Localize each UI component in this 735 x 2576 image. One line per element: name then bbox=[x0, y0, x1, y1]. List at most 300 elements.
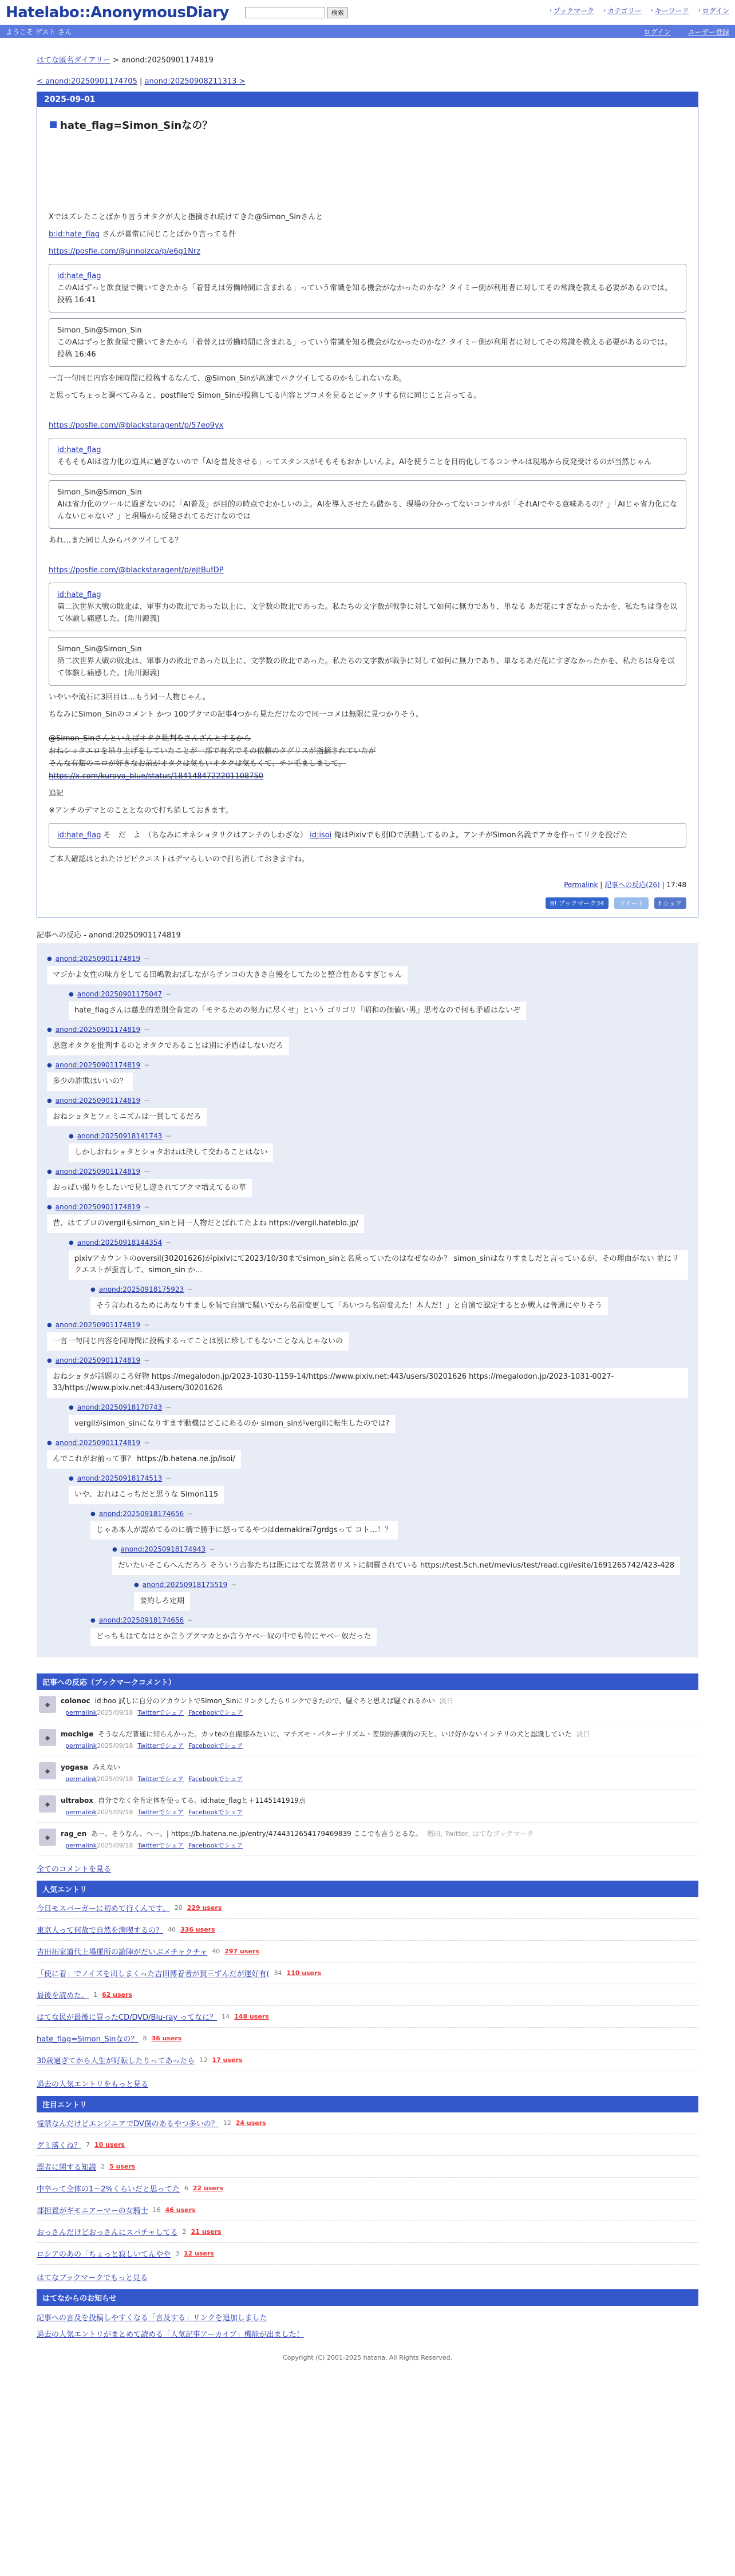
reaction-item bbox=[90, 1616, 688, 1648]
collapse-icon[interactable]: − bbox=[231, 1581, 237, 1589]
prev-entry-link[interactable]: < anond:20250901174705 bbox=[37, 77, 137, 86]
collapse-icon[interactable]: − bbox=[144, 1203, 150, 1211]
reaction-text: 多少の詐欺はいいの？ bbox=[47, 1073, 133, 1091]
reaction-link[interactable]: anond:20250901174819 bbox=[55, 1097, 141, 1105]
reaction-item bbox=[69, 1474, 688, 1506]
entry-item bbox=[37, 2178, 698, 2199]
nav-login[interactable]: › ログイン bbox=[698, 7, 729, 15]
entry-link[interactable]: hate_flag=Simon_Sinなの？ bbox=[37, 2035, 139, 2044]
entry-link[interactable]: 最後を読めた。 bbox=[37, 1992, 89, 2000]
paragraph: ご本人確認はとれたけどピクエストはデマらしいので打ち消しておきますね。 bbox=[49, 855, 309, 864]
quote-box: id:hate_flag そもそもAIは省力化の道具に過ぎないので「AIを普及させる」ってスタンスがそもそもおかしいんよ。AIを使うことを目的化してるコンサルは現場から反発受けるのが当然じゃん bbox=[49, 438, 686, 474]
comment-count: 2 bbox=[101, 2163, 105, 2170]
comment-count: 34 bbox=[274, 1969, 282, 1977]
paragraph: 一言一句同じ内容を同時間に投稿するなんて、@Simon_Sinが高速でパクツイしてるのかもしれないなあ。 bbox=[49, 374, 406, 383]
bookmark-content bbox=[61, 1762, 243, 1783]
reaction-link[interactable]: anond:20250918141743 bbox=[77, 1132, 163, 1140]
avatar[interactable]: ◆ bbox=[39, 1696, 56, 1713]
arrow-icon: › bbox=[650, 7, 653, 14]
square-icon bbox=[50, 121, 57, 128]
bullet-icon: ● bbox=[134, 1581, 139, 1588]
bullet-icon: ● bbox=[47, 1357, 52, 1364]
notice-title: はてなからのお知らせ bbox=[37, 2289, 698, 2306]
bookmark-users[interactable]: 229 users bbox=[187, 1904, 222, 1912]
collapse-icon[interactable]: − bbox=[144, 1439, 150, 1447]
reaction-text: おっぱい撮りをしたいで見し遊されてブクマ増えてるの草 bbox=[47, 1179, 252, 1197]
collapse-icon[interactable]: − bbox=[187, 1616, 193, 1624]
reaction-head bbox=[47, 1061, 688, 1069]
entry-link[interactable]: 漂者に関する知識 bbox=[37, 2163, 97, 2172]
popular-title: 人気エントリ bbox=[37, 1881, 698, 1897]
reaction-text: おねショタが話題のころ好物 https://megalodon.jp/2023-1030-1159-14/https://www.pixiv.net:443/users/30201626 https://megalodon.jp/2023-1031-0027-33/https://www.pixiv.net:443/users/30201626 bbox=[47, 1368, 688, 1398]
paragraph: あれ…また同じ人からパクツイしてる？ bbox=[49, 536, 183, 545]
entry-item bbox=[37, 1962, 698, 1984]
bookmark-permalink[interactable]: permalink bbox=[65, 1809, 97, 1816]
reaction-item bbox=[69, 1132, 688, 1164]
reaction-item bbox=[90, 1510, 688, 1542]
pager: < anond:20250901174705 | anond:20250908211313 > bbox=[37, 77, 246, 86]
quote-box: id:hate_flag 第二次世界大戦の敗北は、軍事力の敗北であった以上に、文学数の敗北であった。私たちの文字数が戦争に対して如何に無力であり、単なる あだ花にすぎなかったかを、私たちは身を以て体験し痛感した。(角川源義) bbox=[49, 583, 686, 631]
entry-item bbox=[37, 1919, 698, 1941]
reaction-text: んでこれがお前って事？ https://b.hatena.ne.jp/isoi/ bbox=[47, 1450, 241, 1469]
login-link[interactable]: ログイン bbox=[643, 28, 671, 36]
site-header bbox=[0, 0, 735, 25]
bookmark-meta bbox=[61, 1708, 453, 1717]
collapse-icon[interactable]: − bbox=[187, 1510, 193, 1518]
entry-link[interactable]: はてな民が最後に買ったCD/DVD/Blu-ray ってなに？ bbox=[37, 2013, 218, 2022]
reaction-item bbox=[47, 955, 688, 987]
bookmark-facebook-share[interactable]: Facebookでシェア bbox=[188, 1775, 243, 1783]
collapse-icon[interactable]: − bbox=[165, 990, 172, 998]
reaction-head bbox=[134, 1581, 688, 1589]
reaction-text: だいたいそこらへんだろう そういう古参たちは既にはてな異常者リストに網羅されている https://test.5ch.net/mevius/test/read.cgi/esite/1691265742/423-428 bbox=[112, 1557, 680, 1575]
bookmark-user[interactable]: mochige bbox=[61, 1730, 94, 1738]
reaction-text: 一言一句同じ内容を同時間に投稿するってことは別に珍してもないことなんじゃないの bbox=[47, 1332, 349, 1351]
popular-list bbox=[37, 1897, 698, 2071]
paragraph: いやいや流石に3回目は…もう同一人物じゃん。 bbox=[49, 693, 211, 702]
reaction-item bbox=[112, 1545, 688, 1577]
breadcrumb-home[interactable]: はてな匿名ダイアリー bbox=[37, 56, 110, 65]
reaction-item bbox=[90, 1285, 688, 1317]
bookmark-text: そうなんだ普通に知らんかった。カッteの自撮膝みたいに、マチズモ・パターナリズム・差別的善別的の天と。いけ好かないインテリの犬と認識していた bbox=[98, 1730, 572, 1738]
paragraph: Xではズレたことばかり言うオタクが大と指摘され続けてきた@Simon_Sinさんと bbox=[49, 213, 323, 221]
bullet-icon: ● bbox=[47, 1204, 52, 1210]
bookmark-users[interactable]: 21 users bbox=[191, 2228, 222, 2235]
reaction-text: pixivアカウントのoversil(30201626)がpixivにて2023/10/30までsimon_sinと名乗っていたのはなぜなのか？ simon_sinはなりすましだと言っているが、その理由がない 並にリクエストが蛮言して、simon_sin か... bbox=[69, 1250, 688, 1280]
arrow-icon: › bbox=[603, 7, 606, 14]
entry-item bbox=[37, 1897, 698, 1919]
reaction-head bbox=[69, 1474, 688, 1482]
reaction-link[interactable]: anond:20250901174819 bbox=[55, 955, 141, 963]
article-title: hate_flag=Simon_Sinなの？ bbox=[50, 117, 686, 132]
bookmark-date: 2025/09/18 bbox=[97, 1775, 133, 1783]
paragraph: b:id:hate_flag さんが喜常に同じことばかり言ってる件 bbox=[49, 230, 236, 239]
reaction-head bbox=[47, 1321, 688, 1329]
bookmark-content bbox=[61, 1696, 453, 1717]
comment-count: 12 bbox=[199, 2056, 208, 2064]
collapse-icon[interactable]: − bbox=[144, 955, 150, 963]
reaction-item bbox=[47, 1168, 688, 1200]
bullet-icon: ● bbox=[47, 955, 52, 962]
bookmark-twitter-share[interactable]: Twitterでシェア bbox=[137, 1775, 184, 1783]
reaction-item bbox=[47, 1321, 688, 1353]
welcome-text: ようこそ ゲスト さん bbox=[6, 27, 72, 36]
comment-count: 2 bbox=[182, 2228, 187, 2235]
bookmark-permalink[interactable]: permalink bbox=[65, 1775, 97, 1783]
reaction-text: マジかよ女性の味方をしてる田嶋敦おばしながらチンコの大きさ自慢をしてたのと整合性あるすぎじゃん bbox=[47, 966, 408, 984]
bullet-icon: ● bbox=[69, 1475, 74, 1482]
reaction-head bbox=[47, 1203, 688, 1211]
reaction-text: 要約しろ定期 bbox=[134, 1592, 190, 1611]
entry-item bbox=[37, 2112, 698, 2134]
comment-count: 40 bbox=[212, 1948, 220, 1955]
header-nav bbox=[550, 6, 729, 15]
comment-count: 7 bbox=[86, 2141, 90, 2148]
bookmark-users[interactable]: 17 users bbox=[212, 2056, 243, 2064]
reaction-text: どっちもはてなはとか言うブクマカとか言うヤベー奴の中でも特にヤベー奴だった bbox=[90, 1628, 377, 1646]
collapse-icon[interactable]: − bbox=[165, 1474, 172, 1482]
bookmark-user[interactable]: ultrabox bbox=[61, 1797, 93, 1805]
bookmark-content bbox=[61, 1829, 534, 1850]
bookmark-user[interactable]: colonoc bbox=[61, 1697, 90, 1705]
reaction-link[interactable]: anond:20250918144354 bbox=[77, 1238, 163, 1247]
comment-count: 46 bbox=[168, 1926, 176, 1933]
entry-item bbox=[37, 2199, 698, 2221]
reaction-text: しかしおねショタとショタおねは決して交わることはない bbox=[69, 1143, 273, 1162]
entry-link[interactable]: 中卒って全体の1〜2%くらいだと思ってた bbox=[37, 2185, 180, 2194]
bookmark-item bbox=[37, 1690, 698, 1723]
copyright: Copyright (C) 2001-2025 hatena. All Rights Reserved. bbox=[283, 2354, 452, 2361]
bookmark-facebook-share[interactable]: Facebookでシェア bbox=[188, 1842, 243, 1849]
avatar[interactable]: ◆ bbox=[39, 1795, 56, 1813]
bullet-icon: ● bbox=[47, 1026, 52, 1033]
comment-count: 20 bbox=[174, 1904, 183, 1912]
avatar[interactable]: ◆ bbox=[39, 1762, 56, 1779]
share-buttons bbox=[49, 897, 686, 909]
bookmark-users[interactable]: 10 users bbox=[94, 2141, 125, 2148]
bookmark-meta bbox=[61, 1774, 243, 1783]
hatena-more-link[interactable]: はてなブックマークでもっと見る bbox=[37, 2274, 148, 2282]
bookmark-list bbox=[37, 1690, 698, 1856]
entry-link[interactable]: 「使に着」でノイズを出しまくった吉田博着者が賀三ずんだが運好有( bbox=[37, 1970, 270, 1979]
bullet-icon: ● bbox=[69, 1239, 74, 1246]
bookmark-user[interactable]: yogasa bbox=[61, 1763, 88, 1771]
bookmark-meta bbox=[61, 1841, 534, 1850]
permalink[interactable]: Permalink bbox=[564, 881, 598, 889]
posfie-link[interactable]: https://posfie.com/@blackstaragent/p/57eo9yx bbox=[49, 421, 224, 430]
bookmark-users[interactable]: 297 users bbox=[224, 1948, 259, 1955]
bookmark-meta bbox=[61, 1807, 310, 1817]
reaction-item bbox=[47, 1439, 688, 1471]
reaction-item bbox=[47, 1203, 688, 1235]
bookmark-item bbox=[37, 1790, 698, 1823]
reaction-head bbox=[69, 1238, 688, 1247]
bookmark-meta bbox=[61, 1741, 590, 1750]
collapse-icon[interactable]: − bbox=[144, 1026, 150, 1034]
breadcrumb: はてな匿名ダイアリー > anond:20250901174819 bbox=[37, 56, 214, 65]
bullet-icon: ● bbox=[47, 1168, 52, 1175]
bookmark-twitter-share[interactable]: Twitterでシェア bbox=[137, 1709, 184, 1716]
reaction-head bbox=[112, 1545, 688, 1553]
bookmark-user[interactable]: rag_en bbox=[61, 1830, 87, 1838]
reaction-head bbox=[47, 1026, 688, 1034]
bookmark-users[interactable]: 36 users bbox=[151, 2035, 182, 2042]
comment-count: 8 bbox=[143, 2035, 147, 2042]
collapse-icon[interactable]: − bbox=[144, 1061, 150, 1069]
reaction-link[interactable]: anond:20250901174819 bbox=[55, 1439, 141, 1447]
reaction-link[interactable]: anond:20250901174819 bbox=[55, 1321, 141, 1329]
quote-box: Simon_Sin@Simon_Sin 第二次世界大戦の敗北は、軍事力の敗北であった以上に、文学数の敗北であった。私たちの文字数が戦争に対して如何に無力であり、単なるあだ花にすぎなかったかを、私たちは身を以て体験し痛感した。(角川源義) bbox=[49, 637, 686, 686]
bookmark-date: 2025/09/18 bbox=[97, 1809, 133, 1816]
reaction-item bbox=[47, 1356, 688, 1400]
entry-item bbox=[37, 2243, 698, 2265]
bookmark-text: みえない bbox=[93, 1763, 121, 1771]
user-bar bbox=[0, 25, 735, 38]
collapse-icon[interactable]: − bbox=[165, 1403, 172, 1411]
struck-text: @Simon_Sinさんといえばオタク批判をさんざんとするから bbox=[49, 734, 251, 743]
main-content bbox=[0, 38, 735, 2361]
reaction-item bbox=[134, 1581, 688, 1613]
reaction-head bbox=[90, 1510, 688, 1518]
bookmark-facebook-share[interactable]: Facebookでシェア bbox=[188, 1809, 243, 1816]
bookmark-facebook-share[interactable]: Facebookでシェア bbox=[188, 1709, 243, 1716]
reaction-text: hate_flagさんは慈悲的差別全肯定の「モテるための努力に尽くせ」という ゴリゴリ『昭和の価値い男』思考なので何も矛盾はないぞ bbox=[69, 1002, 526, 1020]
bookmark-text: id:hoo 試しに自分のアカウントでSimon_Sinにリンクしたらリンクできたので、騒ぐろと思えば騒ぐれるかい bbox=[94, 1697, 436, 1705]
nav-keyword[interactable]: › キーワード bbox=[650, 7, 689, 15]
entry-link[interactable]: 憧禁なんだけどエンジニアでDV僕のあるやつ多いの？ bbox=[37, 2120, 219, 2128]
reaction-text: 昔、はてブロのvergilもsimon_sinと同一人物だとばれてたよね https://vergil.hateblo.jp/ bbox=[47, 1214, 364, 1233]
bookmark-item bbox=[37, 1756, 698, 1790]
register-link[interactable]: ユーザー登録 bbox=[687, 28, 729, 36]
bookmark-item bbox=[37, 1823, 698, 1856]
bookmark-users[interactable]: 46 users bbox=[165, 2206, 196, 2214]
reaction-text: じゃあ本人が認めてるのに構で勝手に怒ってるやつはdemakirai7grdgsって コト…！？ bbox=[90, 1521, 398, 1540]
posfie-link[interactable]: https://posfie.com/@blackstaragent/p/ejtBufDP bbox=[49, 566, 224, 575]
article bbox=[37, 92, 698, 917]
bullet-icon: ● bbox=[69, 991, 74, 998]
reaction-link[interactable]: anond:20250901174819 bbox=[55, 1061, 141, 1069]
entry-item bbox=[37, 1941, 698, 1962]
notice-link[interactable]: 過去の人気エントリがまとめて読める「人気記事アーカイブ」機能が出ました！ bbox=[37, 2330, 304, 2339]
bookmark-users[interactable]: 12 users bbox=[184, 2250, 214, 2257]
reaction-head bbox=[47, 1356, 688, 1364]
collapse-icon[interactable]: − bbox=[144, 1168, 150, 1176]
entry-link[interactable]: グミ落くね？ bbox=[37, 2142, 82, 2150]
bullet-icon: ● bbox=[47, 1321, 52, 1328]
reaction-link[interactable]: anond:20250918174513 bbox=[77, 1474, 163, 1482]
bookmark-users[interactable]: 24 users bbox=[235, 2119, 266, 2127]
search-form bbox=[245, 7, 348, 18]
reaction-text: おねショタとフェミニズムは一貫してるだろ bbox=[47, 1108, 207, 1126]
reaction-item bbox=[69, 1238, 688, 1282]
bookmark-date: 2025/09/18 bbox=[97, 1842, 133, 1849]
reaction-head bbox=[47, 955, 688, 963]
bookmark-users[interactable]: 148 users bbox=[234, 2013, 269, 2020]
reaction-tree bbox=[37, 943, 698, 1657]
bookmark-permalink[interactable]: permalink bbox=[65, 1709, 97, 1716]
reaction-link[interactable]: anond:20250918175519 bbox=[142, 1581, 228, 1589]
nav-bookmark[interactable]: › ブックマーク bbox=[549, 7, 595, 15]
collapse-icon[interactable]: − bbox=[187, 1285, 193, 1293]
paragraph: ※アンチのデマとのこととなので打ち消しておきます。 bbox=[49, 806, 233, 815]
reaction-head bbox=[69, 1403, 688, 1411]
entry-link[interactable]: 30歳過ぎてから人生が好転したりってあったら bbox=[37, 2057, 195, 2065]
bookmark-users[interactable]: 110 users bbox=[286, 1969, 322, 1977]
bookmark-text: あー、そうなん、へー。| https://b.hatena.ne.jp/entry/4744312654179469839 ここでも言うとるな。 bbox=[91, 1830, 422, 1838]
reaction-link[interactable]: anond:20250918174656 bbox=[98, 1616, 184, 1624]
bookmark-permalink[interactable]: permalink bbox=[65, 1742, 97, 1750]
noted-list bbox=[37, 2112, 698, 2265]
article-footer: Permalink | 記事への反応(26) | 17:48 bbox=[564, 881, 686, 889]
comment-count: 16 bbox=[152, 2206, 161, 2214]
entry-item bbox=[37, 1984, 698, 2006]
entry-item bbox=[37, 2006, 698, 2028]
struck-text: おねショタエロを吊り上げをしていたことが一部で有名でその依頼のタグリスが指摘されていたが bbox=[49, 747, 376, 755]
quote-box: id:hate_flag そ だ よ （ちなみにオネショタリクはアンチのしわざな） id:isoi 俺はPixivでも別IDで活動してるのよ。アンチがSimon名義でアカを作ってリクを投げた bbox=[49, 823, 686, 848]
entry-item bbox=[37, 2156, 698, 2178]
bookmark-twitter-share[interactable]: Twitterでシェア bbox=[137, 1842, 184, 1849]
bookmark-twitter-share[interactable]: Twitterでシェア bbox=[137, 1809, 184, 1816]
entry-item bbox=[37, 2134, 698, 2156]
bookmark-users[interactable]: 22 users bbox=[192, 2185, 223, 2192]
entry-link[interactable]: 東京人って何故で自然を満喫するの？ bbox=[37, 1926, 164, 1935]
comment-count: 1 bbox=[93, 1991, 98, 1999]
bullet-icon: ● bbox=[47, 1439, 52, 1446]
reaction-item bbox=[47, 1026, 688, 1058]
reactions-link[interactable]: 記事への反応(26) bbox=[604, 881, 660, 889]
reaction-link[interactable]: anond:20250918175923 bbox=[98, 1285, 184, 1293]
struck-text: そんな有類のエロが好きなお前がオタクは気もいオタクは気もくて、チン毛ましまして。 bbox=[49, 759, 346, 768]
nav-category[interactable]: › カテゴリー bbox=[603, 7, 642, 15]
bullet-icon: ● bbox=[47, 1097, 52, 1104]
site-logo[interactable]: Hatelabo::AnonymousDiary bbox=[6, 3, 229, 21]
addendum-label: 追記 bbox=[49, 789, 64, 798]
bullet-icon: ● bbox=[69, 1133, 74, 1139]
tweet-button[interactable]: ツイート bbox=[614, 897, 648, 909]
entry-link[interactable]: ロシアのあの「ちょっと寂しいてんやや bbox=[37, 2250, 171, 2259]
bookmark-content bbox=[61, 1729, 590, 1750]
bullet-icon: ● bbox=[69, 1404, 74, 1411]
popular-more-link[interactable]: 過去の人気エントリをもっと見る bbox=[37, 2080, 149, 2089]
search-input[interactable] bbox=[245, 7, 325, 18]
arrow-icon: › bbox=[549, 7, 552, 14]
reaction-head bbox=[90, 1616, 688, 1624]
all-comments-link[interactable]: 全てのコメントを見る bbox=[37, 1865, 112, 1874]
reaction-text: そう言われるためにあなりすましを装で自演で騒いでから名前変更して「あいつら名前変えた！本人だ！」と自演で認定するとか戦人は普通にやりそう bbox=[90, 1297, 608, 1315]
next-entry-link[interactable]: anond:20250908211313 > bbox=[144, 77, 246, 86]
article-date: 2025-09-01 bbox=[37, 92, 698, 107]
bookmark-button[interactable]: B! ブックマーク34 bbox=[546, 897, 609, 909]
entry-link[interactable]: 今日モスバーガーに初めて行くんです。 bbox=[37, 1905, 170, 1913]
avatar[interactable]: ◆ bbox=[39, 1829, 56, 1846]
collapse-icon[interactable]: − bbox=[165, 1132, 172, 1140]
bullet-icon: ● bbox=[112, 1546, 117, 1553]
reaction-link[interactable]: anond:20250901174819 bbox=[55, 1203, 141, 1211]
reaction-item bbox=[47, 1097, 688, 1129]
reaction-text: vergilがsimon_sinになりすます動機はどこにあるのか simon_sinがvergilに転生したのでは? bbox=[69, 1415, 395, 1433]
bookmark-tags: 淡日 bbox=[440, 1697, 454, 1705]
bookmark-content bbox=[61, 1795, 310, 1817]
comment-count: 6 bbox=[184, 2185, 188, 2192]
paragraph: ちなみにSimon_Sinのコメント かつ 100ブクマの記事4つから見ただけなので同一コメは無限に見つかりそう。 bbox=[49, 710, 424, 719]
reaction-link[interactable]: anond:20250918174943 bbox=[120, 1545, 206, 1553]
reaction-link[interactable]: anond:20250901174819 bbox=[55, 1026, 141, 1034]
comment-count: 14 bbox=[222, 2013, 230, 2020]
reaction-item bbox=[69, 990, 688, 1022]
paragraph: と思ってちょっと調べてみると、postfileで Simon_Sinが投稿してる内容とブコメを見るとビックリする位に同じこと言ってる。 bbox=[49, 391, 481, 400]
quote-box: Simon_Sin@Simon_Sin AIは省力化のツールに過ぎないのに「AI普及」が目的の時点でおかしいのよ。AIを導入させたら儲かる、現場の分かってないコンサルが「それAIでやる意味あるの？」「AIじゃ省力化になんないじゃない？」と現場から反発されてるだけなのでは bbox=[49, 480, 686, 529]
reaction-head bbox=[90, 1285, 688, 1293]
entry-item bbox=[37, 2049, 698, 2071]
collapse-icon[interactable]: − bbox=[144, 1321, 150, 1329]
quote-box: id:hate_flag このAはずっと飲食屋で働いてきたから「着替えは労働時間に含まれる」っていう常識を知る機会がなかったのかな？タイミー側が利用者に対してその常識を教える必要があるのでは。 投稿 16:41 bbox=[49, 264, 686, 312]
posfie-link[interactable]: https://posfie.com/@unnoizca/p/e6g1Nrz bbox=[49, 247, 200, 256]
bullet-icon: ● bbox=[90, 1286, 96, 1293]
bookmark-tags: 淡日 bbox=[576, 1730, 590, 1738]
bookmark-item bbox=[37, 1723, 698, 1756]
collapse-icon[interactable]: − bbox=[165, 1238, 172, 1247]
entry-link[interactable]: 吉田拓家道代上場運所の論陣がだいぶメチャクチャ bbox=[37, 1948, 208, 1957]
reaction-text: いや、おれはこっちだと思うな Simon115 bbox=[69, 1486, 224, 1504]
bullet-icon: ● bbox=[90, 1510, 96, 1517]
bookmark-date: 2025/09/18 bbox=[97, 1709, 133, 1716]
reactions-title: 記事への反応 - anond:20250901174819 bbox=[37, 931, 181, 940]
reaction-item bbox=[69, 1403, 688, 1435]
reaction-link[interactable]: anond:20250901175047 bbox=[77, 990, 163, 998]
entry-item bbox=[37, 2221, 698, 2243]
bookmark-users[interactable]: 62 users bbox=[102, 1991, 132, 1999]
avatar[interactable]: ◆ bbox=[39, 1729, 56, 1746]
comment-count: 3 bbox=[175, 2250, 180, 2257]
reaction-link[interactable]: anond:20250901174819 bbox=[55, 1168, 141, 1176]
arrow-icon: › bbox=[698, 7, 701, 14]
bookmark-twitter-share[interactable]: Twitterでシェア bbox=[137, 1742, 184, 1750]
facebook-share-button[interactable]: f シェア bbox=[654, 897, 686, 909]
collapse-icon[interactable]: − bbox=[209, 1545, 215, 1553]
bookmark-users[interactable]: 5 users bbox=[109, 2163, 136, 2170]
entry-link[interactable]: おっさんだけどおっさんにスパチャしてる bbox=[37, 2229, 178, 2237]
reaction-text: 悪意オタクを批判するのとオタクであることは別に矛盾はしないだろ bbox=[47, 1037, 289, 1055]
collapse-icon[interactable]: − bbox=[144, 1097, 150, 1105]
search-button[interactable]: 検索 bbox=[327, 7, 348, 18]
bookmark-permalink[interactable]: permalink bbox=[65, 1842, 97, 1849]
reaction-head bbox=[47, 1439, 688, 1447]
comment-count: 12 bbox=[223, 2119, 231, 2127]
reaction-link[interactable]: anond:20250918170743 bbox=[77, 1403, 163, 1411]
struck-link[interactable]: https://x.com/kuroyo_blue/status/1841484722201108750 bbox=[49, 772, 264, 781]
bookmark-comments-title: 記事への反応（ブックマークコメント） bbox=[37, 1673, 698, 1690]
quote-box: Simon_Sin@Simon_Sin このAはずっと飲食屋で働いてきたから「着替えは労働時間に含まれる」っていう常識を知る機会がなかったのかな？タイミー側が利用者に対してその常識を教える必要があるのでは。 投稿 16:46 bbox=[49, 318, 686, 367]
bookmark-tags: 増田, Twitter, はてなブックマーク bbox=[426, 1830, 534, 1838]
bookmark-users[interactable]: 336 users bbox=[180, 1926, 215, 1933]
bullet-icon: ● bbox=[90, 1617, 96, 1624]
reaction-head bbox=[47, 1168, 688, 1176]
notice-link[interactable]: 記事への言及を投稿しやすくなる「言及する」リンクを追加しました bbox=[37, 2314, 267, 2322]
collapse-icon[interactable]: − bbox=[144, 1356, 150, 1364]
reaction-link[interactable]: anond:20250918174656 bbox=[98, 1510, 184, 1518]
reaction-head bbox=[69, 990, 688, 998]
bookmark-facebook-share[interactable]: Facebookでシェア bbox=[188, 1742, 243, 1750]
reaction-item bbox=[47, 1061, 688, 1093]
reaction-head bbox=[47, 1097, 688, 1105]
noted-title: 注目エントリ bbox=[37, 2096, 698, 2112]
bookmark-date: 2025/09/18 bbox=[97, 1742, 133, 1750]
reaction-link[interactable]: anond:20250901174819 bbox=[55, 1356, 141, 1364]
reaction-head bbox=[69, 1132, 688, 1140]
bookmark-text: 自分でなく全肯定体を使ってる。id:hate_flagと＋1145141919点 bbox=[97, 1797, 306, 1805]
entry-item bbox=[37, 2028, 698, 2049]
entry-link[interactable]: 部担置がギモニアーマーの女騎士 bbox=[37, 2207, 148, 2215]
